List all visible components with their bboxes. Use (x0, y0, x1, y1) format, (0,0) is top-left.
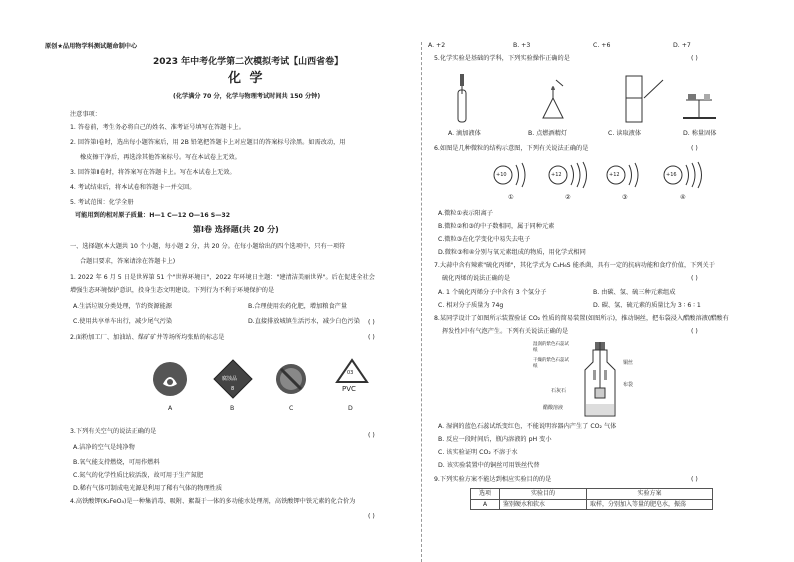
q7-stem: 硫化丙烯的说法正确的是 (442, 275, 511, 282)
q2-stem: 2.面粉加工厂、加油站、煤矿矿井等场所均张贴的标志是 (70, 334, 225, 341)
atom-label: ② (565, 194, 571, 201)
exam-subtitle: (化学满分 70 分，化学与物理考试时间共 150 分钟) (173, 93, 321, 100)
q7-option: B. 由碳、氢、硫三种元素组成 (593, 289, 676, 296)
fire-sign-icon (153, 362, 187, 396)
atom-nucleus: +12 (551, 172, 562, 178)
note-item: 1. 答卷前，考生务必将自己的姓名、准考证号填写在答题卡上。 (70, 124, 245, 131)
atom-nucleus: +10 (496, 172, 507, 178)
table-cell: 鉴别硬水和软水 (500, 499, 587, 510)
q5-option: B. 点燃酒精灯 (528, 130, 568, 137)
atom-label: ① (508, 194, 514, 201)
q6-option: C.微粒③在化学变化中易失去电子 (438, 236, 531, 243)
q4-stem: 4.高铁酸钾(K₂FeO₄)是一种集消毒、吸附、絮凝于一体的多功能水处理剂，高铁酸钾中铁元素的化合价为 (70, 498, 356, 505)
answer-paren: ( ) (691, 476, 698, 483)
fig-label: 湿润的紫色石蕊试纸 (533, 342, 569, 353)
q7-stem: 7.大蒜中含有辣素"硫化丙烯"，其化学式为 C₃H₆S 能杀菌，具有一定的抗病功能和食疗价值，下列关于 (434, 262, 715, 269)
table-cell: 取样，分别加入等量的肥皂水，振荡 (587, 499, 713, 510)
q8-apparatus-figure (533, 340, 683, 420)
sign-label: B (230, 405, 235, 412)
sign-label: A (168, 405, 173, 412)
q7-option: D. 碳、氢、硫元素的质量比为 3 ∶ 6 ∶ 1 (593, 302, 701, 309)
q1-option: A.生活垃圾分类处理，节约资源能源 (73, 303, 172, 310)
note-item: 橡皮擦干净后，再选涂其他答案标号。写在本试卷上无效。 (80, 154, 241, 161)
section-intro: 一、选择题(本大题共 10 个小题，每小题 2 分，共 20 分。在每小题给出的四个选项中，只有一项符 (70, 243, 346, 250)
q1-option: D.直接排放城镇生活污水，减少白色污染 (248, 318, 360, 325)
right-column (428, 0, 728, 562)
q3-option: D.稀有气体可制成电光源是利用了稀有气体的物理性质 (73, 485, 223, 492)
table-header: 选项 (471, 489, 500, 500)
q5-option: D. 称量固体 (683, 130, 717, 137)
q6-option: D.微粒③和④分别与氧元素组成的物质，用化学式相同 (438, 249, 586, 256)
column-divider (421, 42, 422, 562)
header-source: 原创★品用物学科测试题命制中心 (45, 43, 138, 50)
note-item: 5. 考试范围：化学全册 (70, 199, 134, 206)
atomic-masses: 可能用到的相对原子质量：H—1 C—12 O—16 S—32 (75, 212, 231, 219)
sign-label: D (348, 405, 353, 412)
fig-label: 醋酸溶液 (543, 405, 564, 411)
q8-option: B. 反应一段时间后，瓶内溶液的 pH 变小 (438, 436, 552, 443)
q8-option: C. 该实验证明 CO₂ 不溶于水 (438, 449, 518, 456)
sign-b-num: 8 (231, 386, 235, 392)
q9-stem: 9.下列实验方案不能达到相应实验目的的是 (434, 476, 552, 483)
notes-title: 注意事项： (70, 111, 101, 118)
fig-label: 布袋 (623, 382, 634, 388)
corrosive-sign-icon (213, 359, 253, 399)
sign-label: C (289, 405, 294, 412)
atom-label: ③ (622, 194, 628, 201)
q8-stem: 挥发性)中有气泡产生。下列有关说法正确的是 (442, 328, 569, 335)
answer-paren: ( ) (691, 275, 698, 282)
q1-stem: 增强生态环境保护意识，投身生态文明建设。下列行为不利于环境保护的是 (70, 287, 275, 294)
q7-option: A. 1 个硫化丙烯分子中含有 3 个氢分子 (438, 289, 547, 296)
note-item: 2. 回答第Ⅰ卷时，选出每小题答案后，用 2B 铅笔把答题卡上对应题目的答案标号涂黑。如需改动，用 (70, 139, 346, 146)
q1-option: B.合理使用农药化肥，增加粮食产量 (248, 303, 348, 310)
atom-label: ④ (680, 194, 686, 201)
q5-stem: 5.化学实验是基础的学科，下列实验操作正确的是 (434, 55, 570, 62)
q3-stem: 3.下列有关空气的说法正确的是 (70, 428, 157, 435)
sign-b-text: 腐蚀品 (222, 376, 238, 382)
answer-paren: ( ) (691, 145, 698, 152)
q1-stem: 1. 2022 年 6 月 5 日是世界第 51 个"世界环境日"，2022 年环境日主题："建清洁美丽世界"。后在促进全社会 (70, 274, 375, 281)
q5-apparatus-figure (448, 68, 718, 126)
exam-title: 2023 年中考化学第二次模拟考试【山西省卷】 (153, 57, 344, 67)
table-header: 实验方案 (587, 489, 713, 500)
q7-option: C. 相对分子质量为 74g (438, 302, 504, 309)
q3-option: C.氮气的化学性质比较活泼，故可用于生产氮肥 (73, 472, 204, 479)
q8-option: A. 湿润的蓝色石蕊试纸变红色，不能说明容器内产生了 CO₂ 气体 (438, 423, 617, 430)
q8-option: D. 该实验装置中的铜丝可用铁丝代替 (438, 462, 540, 469)
fig-label: 石灰石 (551, 388, 567, 394)
table-header-row (471, 489, 713, 500)
note-item: 3. 回答第Ⅱ卷时，将答案写在答题卡上。写在本试卷上无效。 (70, 169, 236, 176)
q9-table (470, 488, 713, 510)
q6-atom-diagrams (488, 160, 718, 205)
answer-paren: ( ) (368, 513, 375, 520)
q8-stem: 8.某同学设计了如图所示装置验证 CO₂ 性质的简易装置(如图所示)，推动铜丝，把布袋浸入醋酸溶液(醋酸有 (434, 315, 729, 322)
sign-d-text: PVC (342, 385, 356, 393)
q4-option: B. +3 (513, 42, 531, 49)
q1-option: C.使用共享单车出行，减少尾气污染 (73, 318, 173, 325)
no-fire-sign-icon (274, 362, 308, 396)
left-column (45, 0, 418, 562)
q4-option: D. +7 (673, 42, 691, 49)
section-title: 第Ⅰ卷 选择题(共 20 分) (193, 225, 279, 234)
q4-option: A. +2 (428, 42, 446, 49)
table-row (471, 499, 713, 510)
answer-paren: ( ) (691, 328, 698, 335)
answer-paren: ( ) (691, 55, 698, 62)
q3-option: A.洁净的空气是纯净物 (73, 444, 135, 451)
table-cell: A (471, 499, 500, 510)
q6-stem: 6.如图是几种微粒的结构示意图，下列有关说法正确的是 (434, 145, 589, 152)
subject-title: 化 学 (228, 71, 265, 86)
recycle-sign-icon (334, 358, 370, 396)
q5-option: A. 滴加液体 (448, 130, 481, 137)
q6-option: A.微粒①表示阳离子 (438, 210, 493, 217)
q5-option: C. 读取液体 (608, 130, 642, 137)
atom-nucleus: +16 (666, 172, 677, 178)
sign-d-num: 03 (347, 370, 354, 376)
q6-option: B.微粒②和③的中子数相同，属于同种元素 (438, 223, 555, 230)
table-header: 实验目的 (500, 489, 587, 500)
q4-option: C. +6 (593, 42, 611, 49)
fig-label: 干燥的紫色石蕊试纸 (533, 358, 569, 369)
note-item: 4. 考试结束后，将本试卷和答题卡一并交回。 (70, 184, 196, 191)
fig-label: 铜丝 (623, 360, 634, 366)
answer-paren: ( ) (368, 319, 375, 326)
atom-nucleus: +12 (609, 172, 620, 178)
answer-paren: ( ) (368, 432, 375, 439)
q3-option: B.氧气能支持燃烧，可用作燃料 (73, 459, 160, 466)
section-intro: 合题目要求，答案请涂在答题卡上) (80, 258, 176, 265)
answer-paren: ( ) (368, 334, 375, 341)
